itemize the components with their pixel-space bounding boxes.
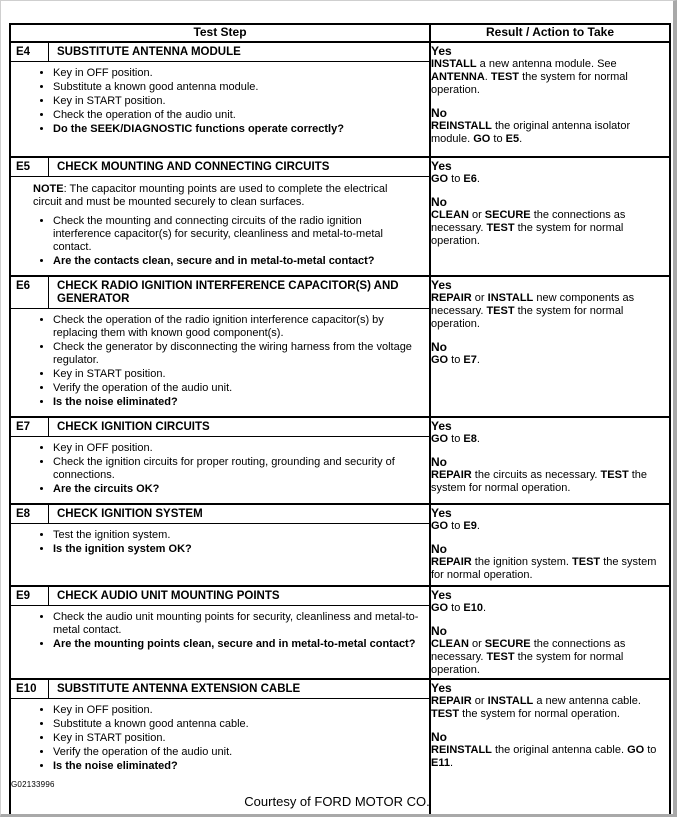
result-label: Yes xyxy=(431,159,452,173)
step-title: CHECK AUDIO UNIT MOUNTING POINTS xyxy=(57,590,280,602)
test-step-cell xyxy=(10,42,430,157)
step-bullet-list xyxy=(33,67,419,136)
result-label: No xyxy=(431,542,447,556)
step-title: CHECK IGNITION CIRCUITS xyxy=(57,421,210,433)
col-header-test-step: Test Step xyxy=(10,24,430,42)
step-bullet: • Is the noise eliminated? xyxy=(53,396,419,409)
step-id: E7 xyxy=(11,418,49,436)
result-label: Yes xyxy=(431,44,452,58)
result-label: Yes xyxy=(431,419,452,433)
result-label: No xyxy=(431,106,447,120)
result-action: CLEAN or SECURE the connections as necessary. TEST the system for normal operation. xyxy=(431,638,626,676)
step-content xyxy=(11,699,429,780)
step-title-row xyxy=(11,587,429,606)
step-bullet: • Key in OFF position. xyxy=(53,442,419,455)
step-bullet-list xyxy=(33,442,419,496)
step-title-row xyxy=(11,43,429,62)
step-title: SUBSTITUTE ANTENNA EXTENSION CABLE xyxy=(57,683,301,695)
test-step-row xyxy=(10,42,670,157)
result-action: REINSTALL the original antenna isolator module. GO to E5. xyxy=(431,120,631,145)
result-action: REPAIR the circuits as necessary. TEST the system for normal operation. xyxy=(431,469,648,494)
result-cell xyxy=(430,276,670,417)
step-id: E4 xyxy=(11,43,49,61)
step-title-row xyxy=(11,158,429,177)
test-step-cell xyxy=(10,157,430,276)
test-step-cell xyxy=(10,504,430,586)
step-bullet: • Substitute a known good antenna cable. xyxy=(53,718,419,731)
step-bullet: • Check the ignition circuits for proper routing, grounding and security of connections. xyxy=(53,456,419,482)
result-action: REINSTALL the original antenna cable. GO to E11. xyxy=(431,744,657,769)
test-step-cell xyxy=(10,276,430,417)
step-id: E9 xyxy=(11,587,49,605)
table-header xyxy=(10,24,670,42)
step-bullet: • Are the mounting points clean, secure and in metal-to-metal contact? xyxy=(53,638,419,651)
step-id: E8 xyxy=(11,505,49,523)
courtesy-line: Courtesy of FORD MOTOR CO. xyxy=(244,794,430,809)
step-bullet: • Check the operation of the radio ignition interference capacitor(s) by replacing them with known good component(s). xyxy=(53,314,419,340)
step-bullet: • Check the audio unit mounting points for security, cleanliness and metal-to-metal contact. xyxy=(53,611,419,637)
result-label: No xyxy=(431,340,447,354)
step-title-row xyxy=(11,418,429,437)
test-step-row xyxy=(10,417,670,504)
step-bullet-list xyxy=(33,529,419,556)
col-header-result-action: Result / Action to Take xyxy=(430,24,670,42)
result-cell xyxy=(430,42,670,157)
result-action: REPAIR or INSTALL new components as necessary. TEST the system for normal operation. xyxy=(431,292,635,330)
table-body xyxy=(10,42,670,817)
test-step-cell xyxy=(10,417,430,504)
test-step-row xyxy=(10,586,670,679)
step-id: E10 xyxy=(11,680,49,698)
step-content xyxy=(11,62,429,143)
step-bullet-list xyxy=(33,314,419,409)
step-bullet: • Key in START position. xyxy=(53,95,419,108)
result-action: GO to E8. xyxy=(431,433,480,445)
result-action: GO to E7. xyxy=(431,354,480,366)
step-bullet: • Substitute a known good antenna module. xyxy=(53,81,419,94)
result-action: CLEAN or SECURE the connections as necessary. TEST the system for normal operation. xyxy=(431,209,626,247)
result-cell xyxy=(430,586,670,679)
test-step-row xyxy=(10,504,670,586)
test-step-row xyxy=(10,276,670,417)
test-step-cell xyxy=(10,586,430,679)
result-action: INSTALL a new antenna module. See ANTENNA. TEST the system for normal operation. xyxy=(431,58,628,96)
diagnostic-table xyxy=(9,23,671,817)
result-label: Yes xyxy=(431,588,452,602)
result-cell xyxy=(430,157,670,276)
step-content xyxy=(11,437,429,503)
step-bullet: • Are the contacts clean, secure and in metal-to-metal contact? xyxy=(53,255,419,268)
step-id: E5 xyxy=(11,158,49,176)
step-bullet-list xyxy=(33,704,419,773)
result-label: Yes xyxy=(431,506,452,520)
step-note: NOTE: The capacitor mounting points are used to complete the electrical circuit and must be mounted securely to clean surfaces. xyxy=(33,183,388,208)
figure-code: G02133996 xyxy=(11,780,55,789)
step-content xyxy=(11,606,429,658)
step-title-row xyxy=(11,505,429,524)
test-step-row xyxy=(10,157,670,276)
step-bullet: • Is the ignition system OK? xyxy=(53,543,419,556)
result-label: No xyxy=(431,195,447,209)
step-title: CHECK IGNITION SYSTEM xyxy=(57,508,203,520)
result-label: Yes xyxy=(431,278,452,292)
step-bullet: • Key in START position. xyxy=(53,732,419,745)
result-label: No xyxy=(431,624,447,638)
step-bullet: • Check the mounting and connecting circuits of the radio ignition interference capacitor(s) for security, cleanliness and metal-to-metal contact. xyxy=(53,215,419,254)
result-cell xyxy=(430,417,670,504)
result-label: Yes xyxy=(431,681,452,695)
step-bullet-list xyxy=(33,611,419,651)
result-action: GO to E10. xyxy=(431,602,487,614)
step-title-row xyxy=(11,680,429,699)
step-bullet: • Verify the operation of the audio unit. xyxy=(53,746,419,759)
result-action: GO to E6. xyxy=(431,173,480,185)
step-bullet: • Key in OFF position. xyxy=(53,67,419,80)
step-bullet: • Verify the operation of the audio unit. xyxy=(53,382,419,395)
result-label: No xyxy=(431,455,447,469)
step-content xyxy=(11,309,429,416)
table-header-row xyxy=(10,24,670,42)
step-bullet-list xyxy=(33,215,419,268)
step-title: CHECK RADIO IGNITION INTERFERENCE CAPACITOR(S) AND GENERATOR xyxy=(57,280,399,305)
step-content xyxy=(11,177,429,275)
step-bullet: • Key in OFF position. xyxy=(53,704,419,717)
result-cell xyxy=(430,504,670,586)
step-bullet: • Do the SEEK/DIAGNOSTIC functions operate correctly? xyxy=(53,123,419,136)
step-bullet: • Check the operation of the audio unit. xyxy=(53,109,419,122)
step-bullet: • Is the noise eliminated? xyxy=(53,760,419,773)
step-bullet: • Are the circuits OK? xyxy=(53,483,419,496)
result-action: REPAIR or INSTALL a new antenna cable. TEST the system for normal operation. xyxy=(431,695,641,720)
step-title: CHECK MOUNTING AND CONNECTING CIRCUITS xyxy=(57,161,330,173)
step-title: SUBSTITUTE ANTENNA MODULE xyxy=(57,46,241,58)
result-label: No xyxy=(431,730,447,744)
result-action: REPAIR the ignition system. TEST the system for normal operation. xyxy=(431,556,657,581)
step-title-row xyxy=(11,277,429,309)
step-id: E6 xyxy=(11,277,49,308)
step-content xyxy=(11,524,429,563)
step-bullet: • Key in START position. xyxy=(53,368,419,381)
step-bullet: • Check the generator by disconnecting the wiring harness from the voltage regulator. xyxy=(53,341,419,367)
result-action: GO to E9. xyxy=(431,520,480,532)
step-bullet: • Test the ignition system. xyxy=(53,529,419,542)
